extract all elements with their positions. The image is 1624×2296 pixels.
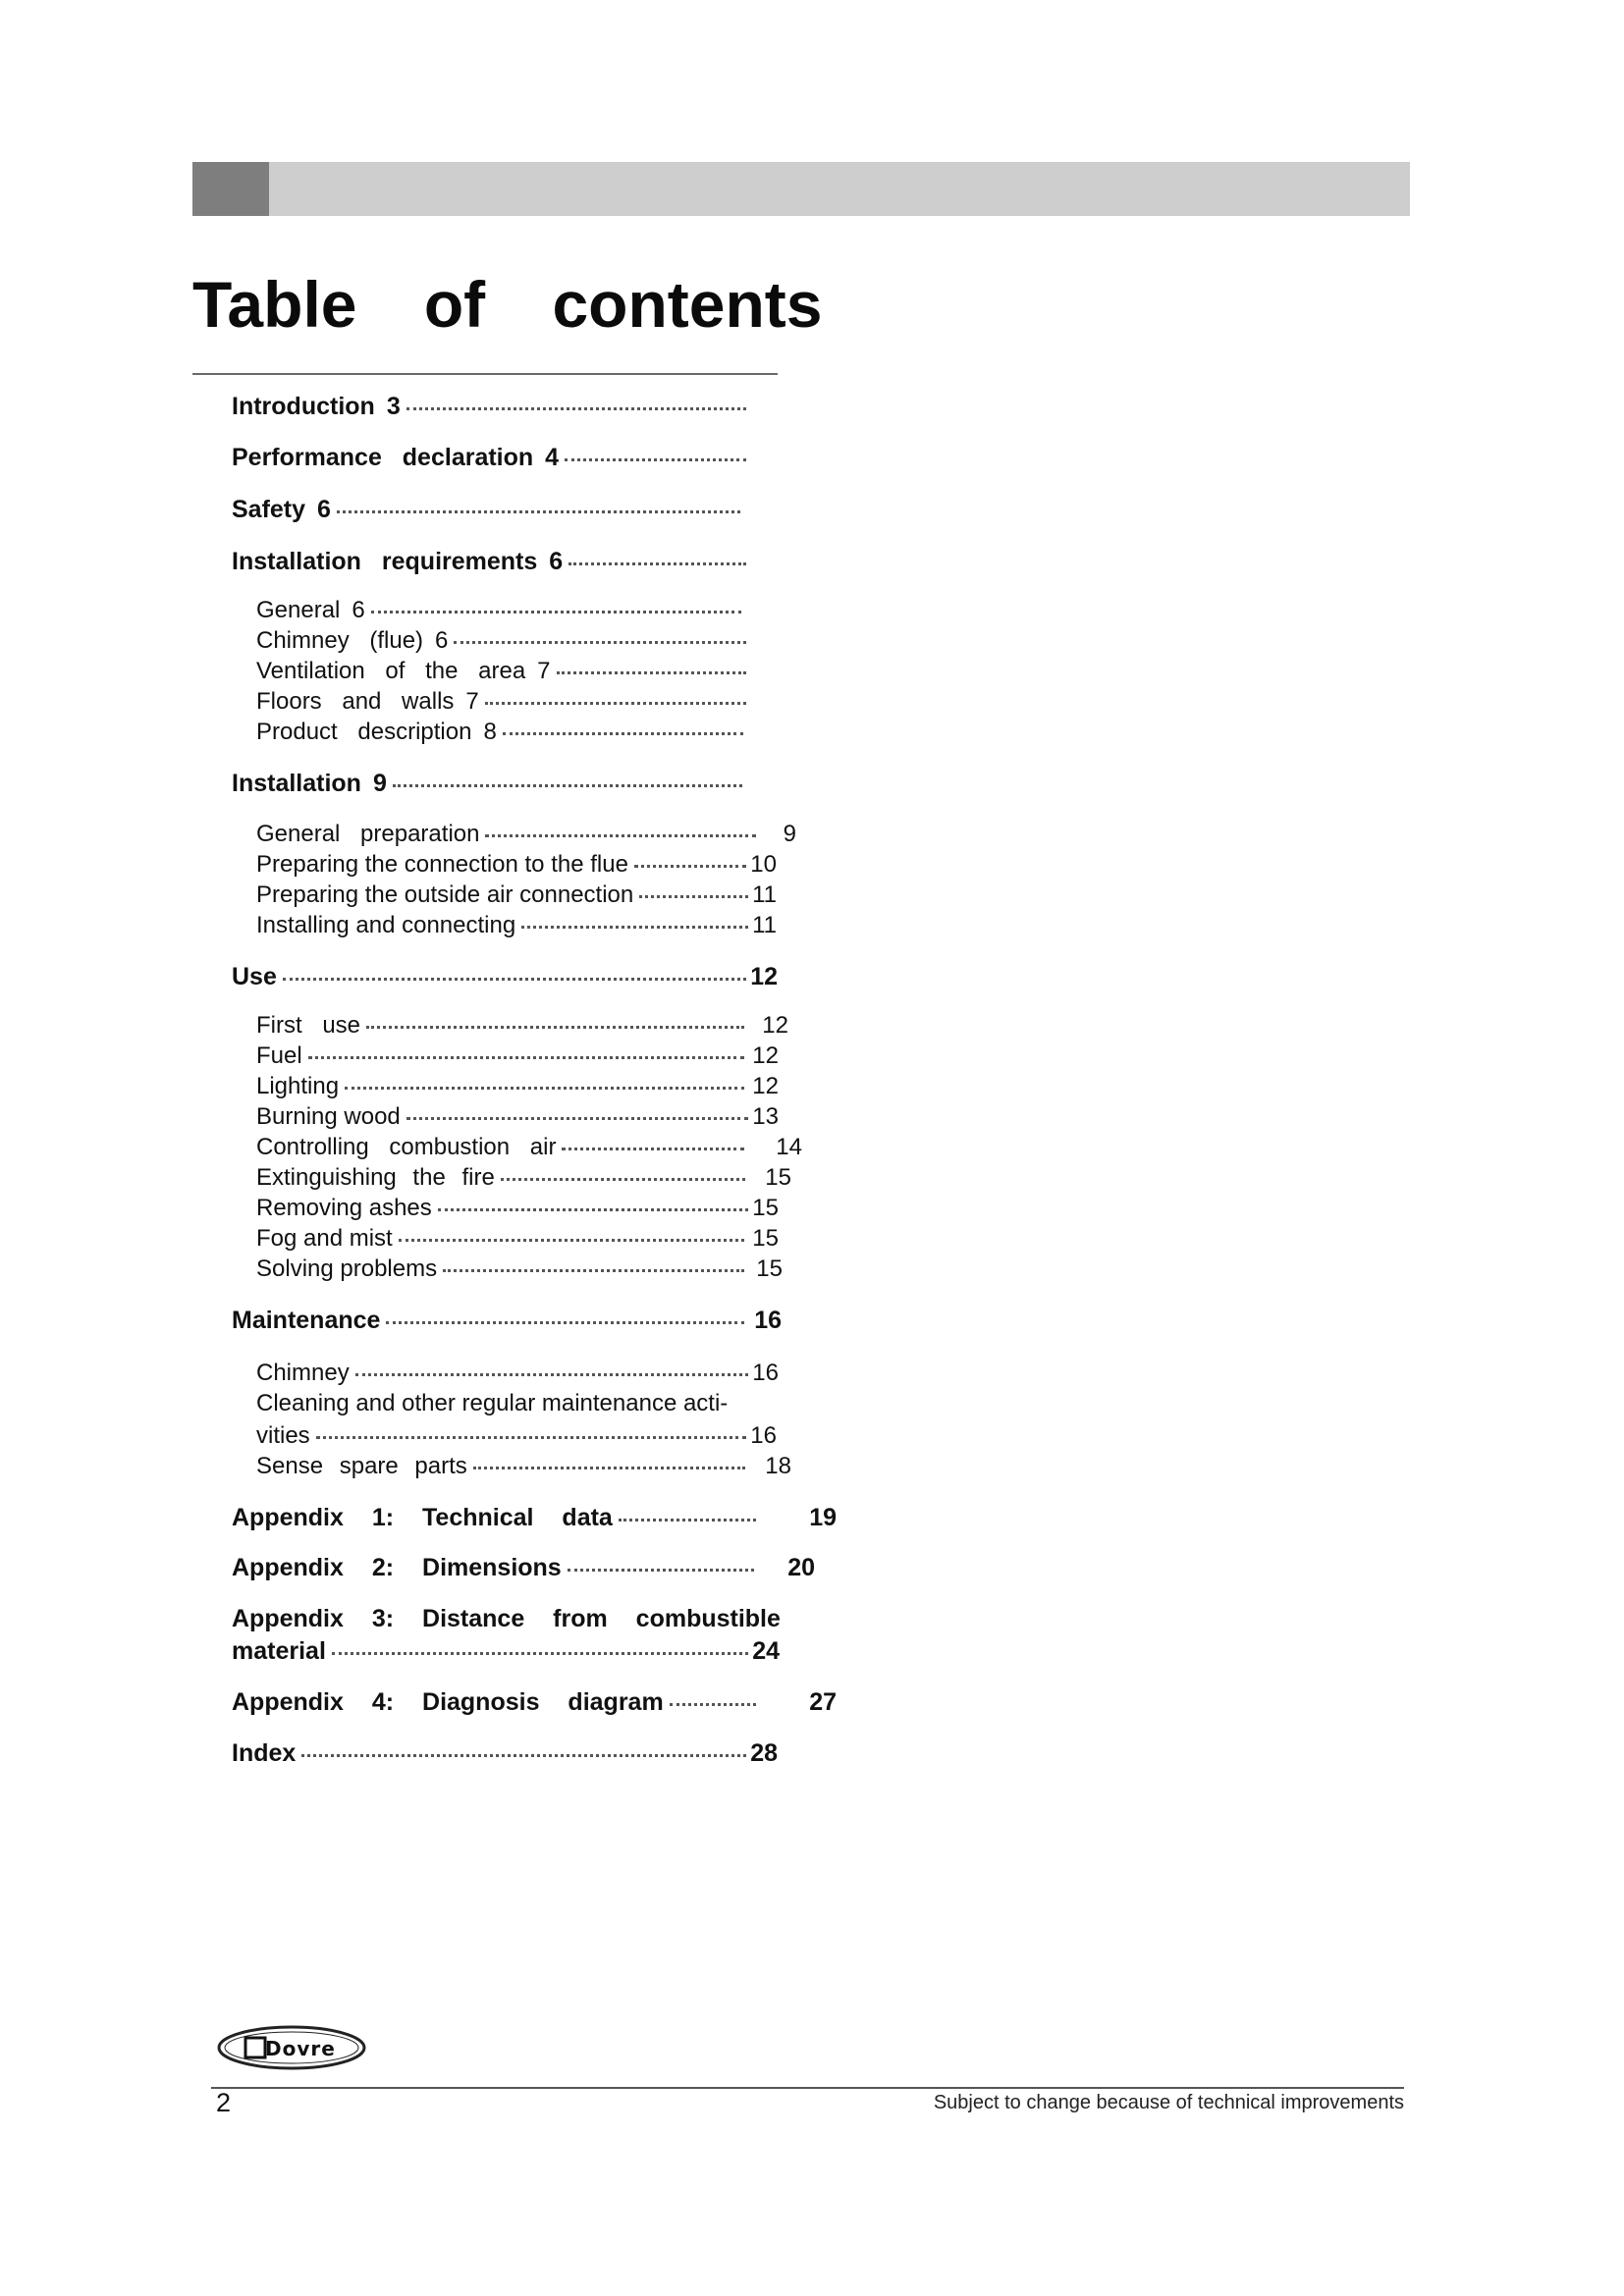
toc-page: 28 [750,1739,778,1767]
page-title: Table of contents [192,268,823,341]
toc-page: 14 [776,1134,802,1160]
toc-page: 12 [750,963,778,990]
toc-leader [565,458,746,461]
toc-page: 3 [386,393,401,420]
toc-entry-first-use[interactable] [256,1010,788,1041]
toc-entry-ventilation[interactable] [256,656,750,687]
toc-page: 12 [752,1073,779,1099]
toc-entry-preparing-outside-air[interactable] [256,880,777,911]
toc-leader [406,1117,749,1120]
toc-label: Performance declaration [232,444,534,471]
toc-page: 15 [752,1225,779,1252]
toc-entry-spare-parts[interactable] [256,1451,791,1482]
toc-page: 12 [762,1012,788,1039]
toc-label: Fog and mist [256,1225,393,1252]
toc-label: Solving problems [256,1255,438,1282]
toc-label: General [256,597,341,623]
toc-leader [355,1373,749,1376]
toc-entry-cleaning[interactable] [256,1420,777,1452]
toc-leader [443,1269,744,1272]
toc-label: Floors and walls [256,688,455,715]
toc-entry-solving-problems[interactable] [256,1254,783,1285]
toc-label: Installation [232,770,361,797]
toc-wrap-line-cleaning: Cleaning and other regular maintenance acti- [256,1390,729,1416]
toc-label: Controlling combustion air [256,1134,557,1160]
toc-page: 6 [352,597,365,623]
toc-entry-safety[interactable] [232,494,744,525]
toc-page: 6 [435,627,449,654]
dovre-logo [216,2024,367,2071]
toc-entry-installation-requirements[interactable] [232,546,750,577]
toc-label: Fuel [256,1042,302,1069]
footer-rule [211,2087,1404,2089]
toc-entry-general-preparation[interactable] [256,819,796,850]
toc-label: Burning wood [256,1103,401,1130]
toc-label: Use [232,963,277,990]
toc-page: 18 [765,1453,791,1479]
toc-label: Preparing the outside air connection [256,881,634,908]
toc-entry-preparing-flue[interactable] [256,849,777,881]
header-accent-block [192,162,269,216]
toc-label: Sense spare parts [256,1453,467,1479]
toc-page: 6 [549,548,564,575]
toc-leader [568,562,746,565]
toc-entry-appendix-3[interactable] [232,1635,780,1667]
toc-leader [619,1519,756,1522]
toc-leader [366,1026,744,1029]
toc-entry-installing-connecting[interactable] [256,910,777,941]
toc-label: material [232,1637,326,1665]
toc-entry-installation[interactable] [232,768,746,799]
toc-page: 8 [483,719,497,745]
toc-leader [345,1087,744,1090]
toc-label: Chimney [256,1360,350,1386]
toc-leader [283,978,746,981]
toc-label: Chimney (flue) [256,627,424,654]
toc-page: 9 [372,770,387,797]
toc-label: Appendix 4: Diagnosis diagram [232,1688,664,1716]
toc-leader [301,1754,746,1757]
toc-leader [485,702,746,705]
toc-page: 24 [752,1637,780,1665]
toc-label: Preparing the connection to the flue [256,851,628,878]
toc-leader [503,732,743,735]
toc-page: 16 [754,1307,782,1334]
toc-leader [670,1703,757,1706]
toc-page: 7 [465,688,479,715]
toc-leader [406,407,746,410]
toc-page: 7 [537,658,551,684]
toc-label: Removing ashes [256,1195,432,1221]
toc-label: vities [256,1422,310,1449]
toc-leader [332,1652,748,1655]
header-bar [192,162,1410,216]
toc-entry-use[interactable] [232,961,778,992]
toc-leader [562,1148,744,1150]
toc-page: 15 [765,1164,791,1191]
toc-entry-extinguishing[interactable] [256,1162,791,1194]
toc-page: 20 [787,1554,815,1581]
toc-label: Installation requirements [232,548,538,575]
toc-label: Appendix 1: Technical data [232,1504,613,1531]
toc-entry-performance-declaration[interactable] [232,442,750,473]
page-number: 2 [216,2088,232,2117]
toc-entry-burning-wood[interactable] [256,1101,779,1133]
toc-label: Extinguishing the fire [256,1164,495,1191]
toc-label: General preparation [256,821,480,847]
logo-text: Dovre [265,2037,336,2060]
toc-leader [454,641,746,644]
toc-leader [337,510,740,513]
toc-leader [557,671,746,674]
toc-page: 10 [750,851,777,878]
toc-entry-fuel[interactable] [256,1041,779,1072]
toc-entry-appendix-2[interactable] [232,1552,815,1583]
toc-page: 27 [809,1688,837,1716]
toc-leader [485,834,755,837]
toc-leader [501,1178,746,1181]
toc-leader [568,1569,754,1572]
toc-page: 9 [783,821,796,847]
toc-leader [371,611,741,614]
toc-label: Product description [256,719,472,745]
toc-label: Ventilation of the area [256,658,526,684]
toc-page: 11 [752,881,777,908]
toc-leader [308,1056,745,1059]
toc-entry-introduction[interactable] [232,391,750,422]
toc-page: 16 [750,1422,777,1449]
toc-page: 12 [752,1042,779,1069]
toc-entry-removing-ashes[interactable] [256,1193,779,1224]
toc-entry-appendix-4[interactable] [232,1686,837,1718]
toc-wrap-line-appendix-3: Appendix 3: Distance from combustible [232,1605,781,1632]
toc-leader [386,1321,744,1324]
toc-entry-appendix-1[interactable] [232,1502,837,1533]
toc-page: 6 [317,496,331,523]
toc-leader [438,1208,749,1211]
toc-page: 19 [809,1504,837,1531]
toc-page: 16 [752,1360,779,1386]
toc-leader [393,784,742,787]
toc-entry-general[interactable] [256,595,745,626]
toc-label: Maintenance [232,1307,381,1334]
toc-label: Index [232,1739,297,1767]
toc-entry-product-description[interactable] [256,717,747,748]
toc-leader [316,1436,747,1439]
toc-entry-chimney[interactable] [256,1358,779,1389]
toc-page: 15 [756,1255,783,1282]
toc-leader [639,895,748,898]
toc-page: 13 [752,1103,779,1130]
toc-label: Introduction [232,393,375,420]
toc-label: Lighting [256,1073,340,1099]
toc-label: First use [256,1012,361,1039]
toc-page: 4 [545,444,560,471]
toc-page: 15 [752,1195,779,1221]
footer-note: Subject to change because of technical improvements [933,2092,1404,2113]
toc-label: Appendix 2: Dimensions [232,1554,562,1581]
toc-entry-controlling-air[interactable] [256,1132,802,1163]
toc-page: 11 [752,912,777,938]
toc-entry-floors-walls[interactable] [256,686,750,718]
toc-label: Installing and connecting [256,912,516,938]
toc-leader [473,1467,746,1469]
toc-entry-maintenance[interactable] [232,1305,782,1336]
toc-leader [399,1239,745,1242]
toc-leader [521,926,748,929]
toc-label: Safety [232,496,306,523]
toc-leader [634,865,746,868]
toc-entry-fog-mist[interactable] [256,1223,779,1255]
toc-entry-chimney-flue[interactable] [256,625,750,657]
toc-entry-index[interactable] [232,1737,778,1769]
title-underline [192,373,778,375]
toc-entry-lighting[interactable] [256,1071,779,1102]
